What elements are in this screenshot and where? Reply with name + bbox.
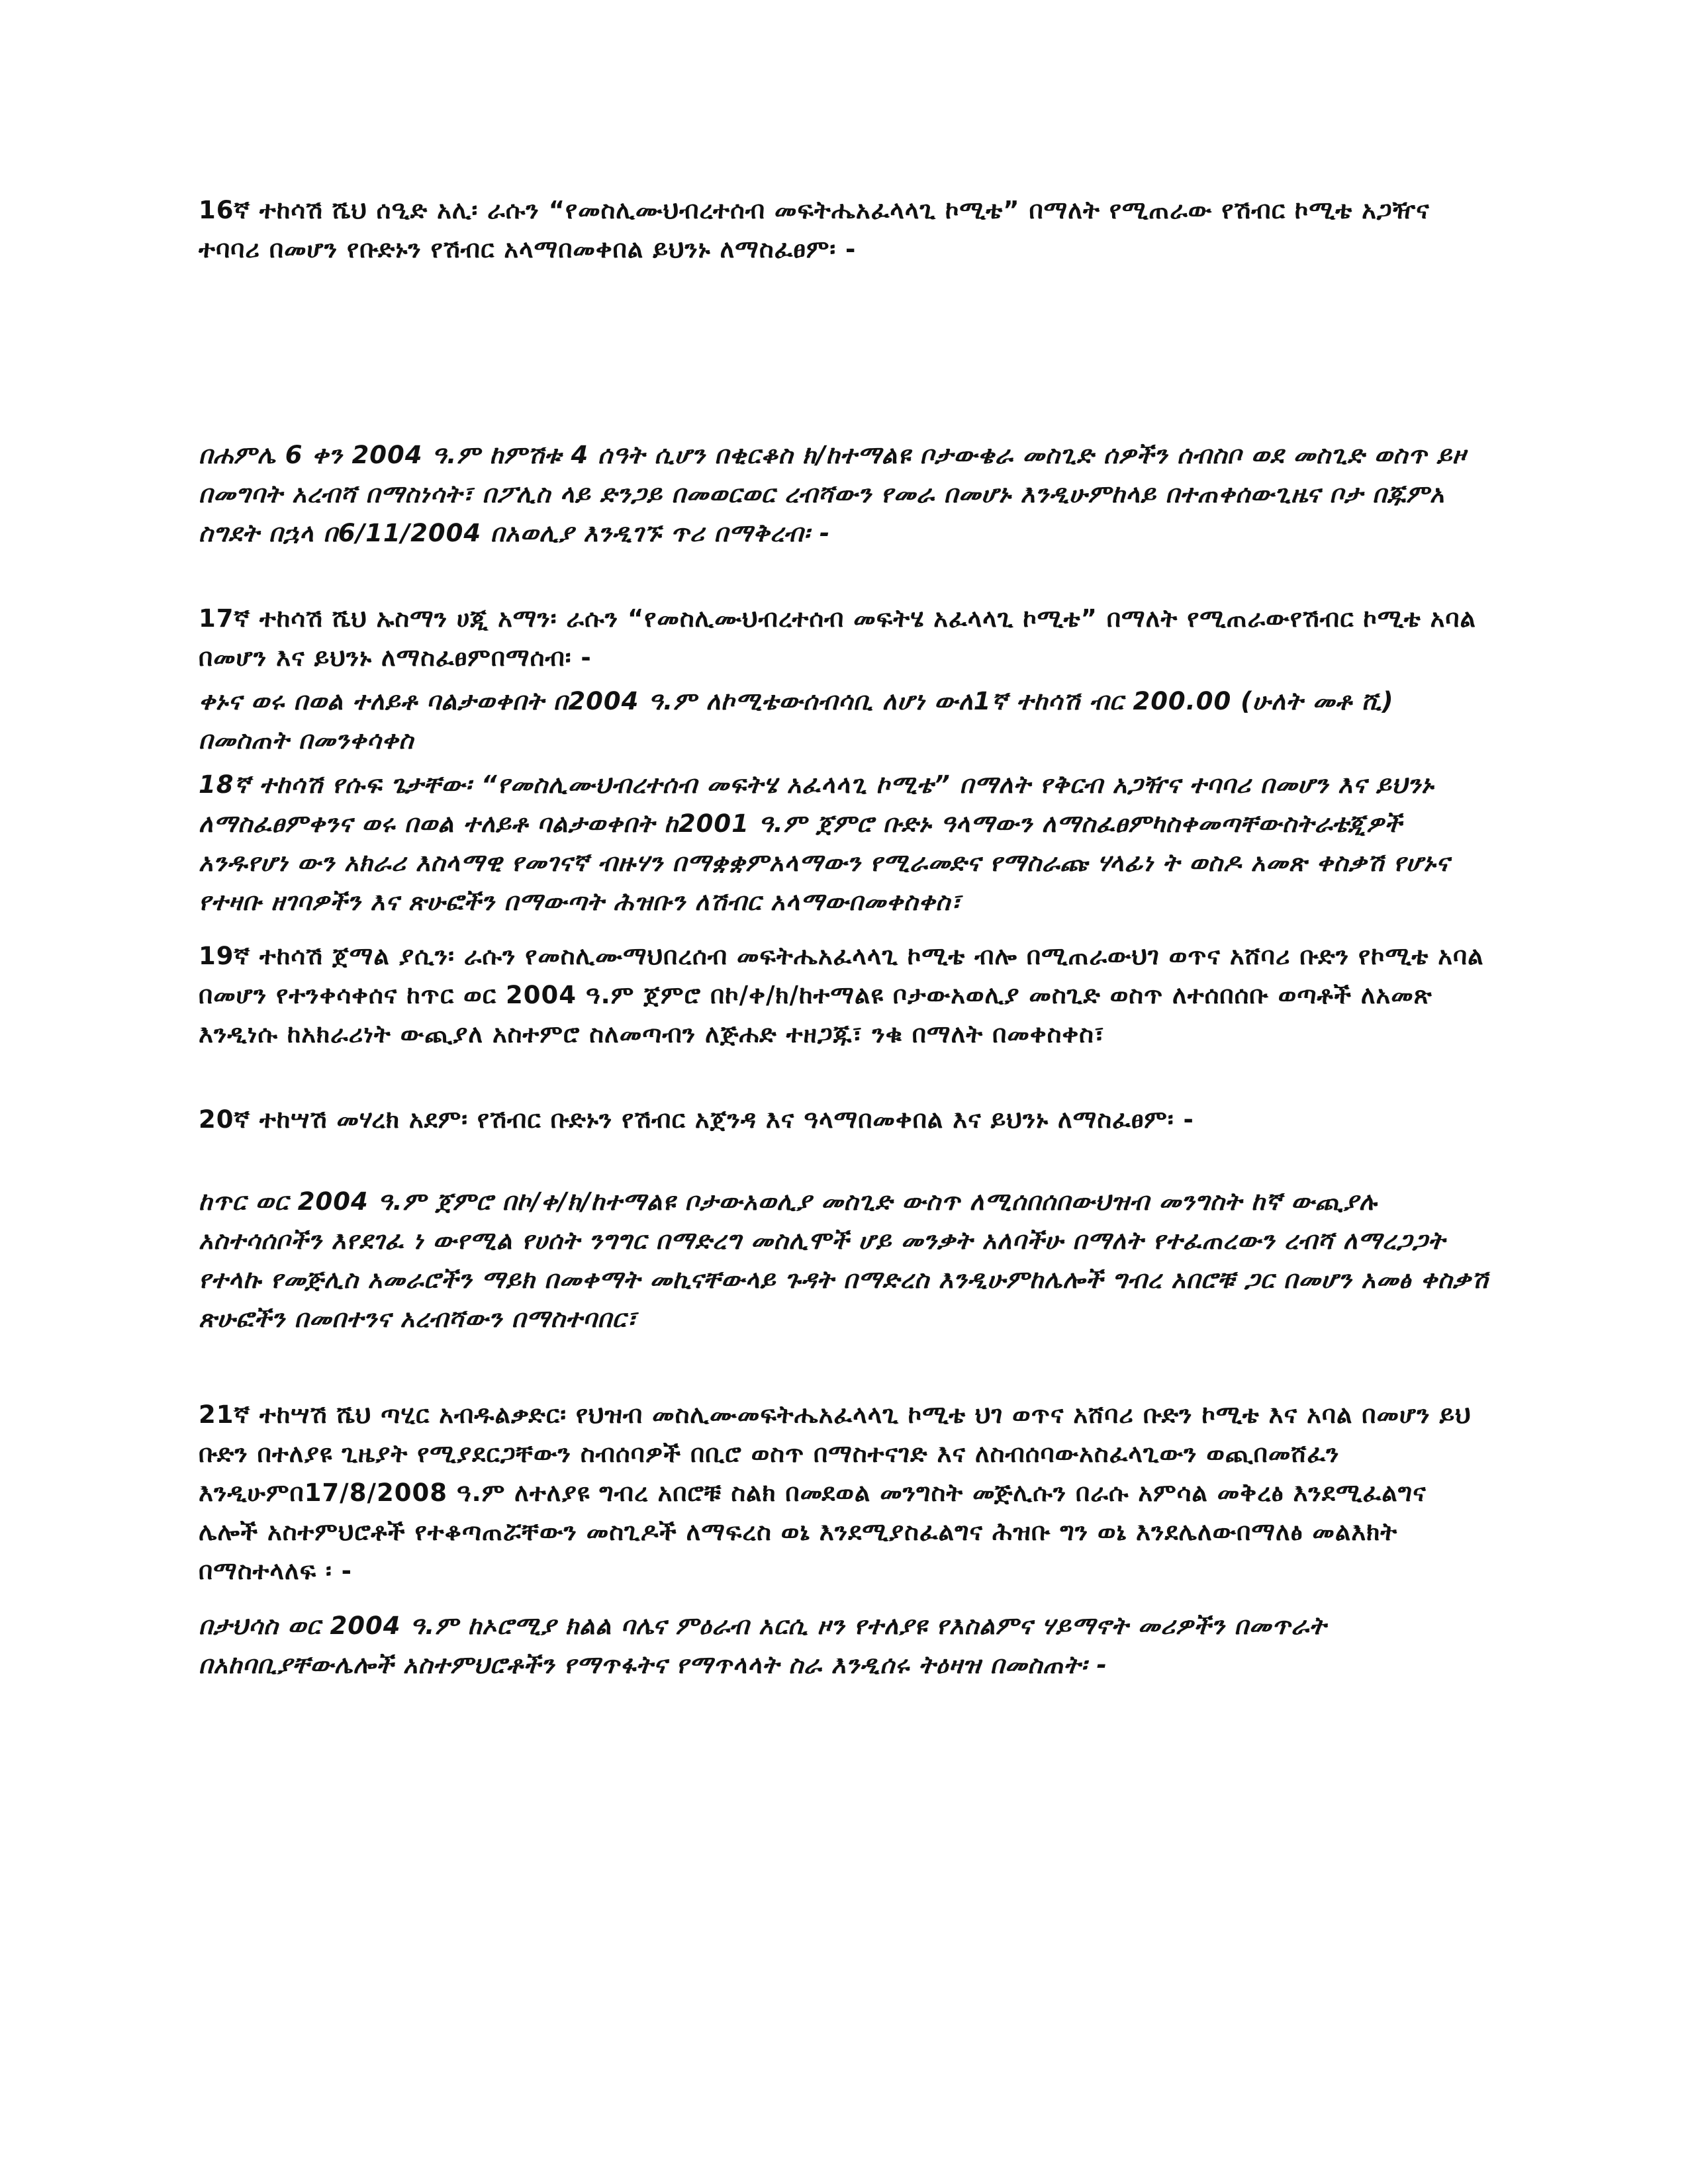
paragraph-defendant-21-charge: 21ኛ ተከሣሽ ሼህ ጣሂር አብዱልቃድር፡ የህዝብ መስሊሙመፍትሔአፈላላጊ ኮሚቴ ህገ ወጥና አሸባሪ ቡድን ኮሚቴ እና አባል በመሆን ይህ ቡድን በተለያዩ ጊዜያት የሚያደርጋቸውን ስብሰባዎች በቢሮ ወስጥ በማስተናገድ እና ለስብሰባውአስፈላጊውን ወጪበመሸፈን እንዲሁምበ17/8/2008 ዓ.ም ለተለያዩ ግብረ አበሮቹ ስልክ በመደወል መንግስት መጅሊሱን በራሱ አምሳል መቅረፅ እንደሚፈልግና ሌሎች አስተምህሮቶች የተቆጣጠሯቸውን መስጊዶች ለማፍረስ ወኔ እንደሚያስፈልግና ሕዝቡ ግን ወኔ እንደሌለውበማለፅ መልእክት በማስተላለፍ ፡ - <box>199 1400 1472 1585</box>
paragraph-defendant-17-charge: 17ኛ ተከሳሽ ሼህ ኡስማን ሀጂ አማን፡ ራሱን “የመስሊሙህብረተሰብ መፍትሄ አፈላላጊ ኮሚቴ” በማለት የሚጠራውየሽብር ኮሚቴ አባል በመሆን እና ይህንኑ ለማስፈፀምበማሰብ፡ - <box>199 604 1476 672</box>
paragraph-defendant-20-charge: 20ኛ ተከሣሽ መሃረክ አደም፡ የሽብር ቡድኑን የሽብር አጀንዳ እና ዓላማበመቀበል እና ይህንኑ ለማስፈፀም፡ - <box>199 1105 1194 1134</box>
paragraph-defendant-20-act: ከጥር ወር 2004 ዓ.ም ጀምሮ በኮ/ቀ/ክ/ከተማልዩ ቦታውአወሊያ መስጊድ ውስጥ ለሚሰበሰበውህዝብ መንግስት ከኛ ውጪያሉ አስተሳሰቦችን እየደገፈ ነ ውየሚል የሀሰት ንግግር በማድረግ መስሊሞች ሆይ መንቃት አለባችሁ በማለት የተፈጠረውን ረብሻ ለማረጋጋት የተላኩ የመጅሊስ አመራሮችን ማይክ በመቀማት መኪናቸውላይ ጉዳት በማድረስ እንዲሁምከሌሎች ግብረ አበሮቹ ጋር በመሆን አመፅ ቀስቃሽ ጽሁፎችን በመበተንና አረብሻውን በማስተባበር፣ <box>199 1187 1489 1333</box>
paragraph-defendant-21-act: በታህሳስ ወር 2004 ዓ.ም ከኦሮሚያ ክልል ባሌና ምዕራብ አርሲ ዞን የተለያዩ የእስልምና ሃይማኖት መሪዎችን በመጥራት በአከባቢያቸውሌሎች አስተምህሮቶችን የማጥፋትና የማጥላላት ስራ እንዲሰሩ ትዕዛዝ በመስጠት፡ - <box>199 1612 1327 1679</box>
paragraph-defendant-19-charge: 19ኛ ተከሳሽ ጀማል ያሲን፡ ራሱን የመስሊሙማህበረሰብ መፍትሔአፈላላጊ ኮሚቴ ብሎ በሚጠራውህገ ወጥና አሸባሪ ቡድን የኮሚቴ አባል በመሆን የተንቀሳቀሰና ከጥር ወር 2004 ዓ.ም ጀምሮ በኮ/ቀ/ክ/ከተማልዩ ቦታውአወሊያ መስጊድ ወስጥ ለተሰበሰቡ ወጣቶች ለአመጽ እንዲነሱ ከአክራሪነት ውጪያለ አስተምሮ ስለመጣብን ለጅሐድ ተዘጋጁ፣ ንቁ በማለት በመቀስቀስ፣ <box>199 942 1484 1048</box>
paragraph-defendant-17-act: ቀኑና ወሩ በወል ተለይቶ ባልታወቀበት በ2004 ዓ.ም ለኮሚቴውሰብሳቢ ለሆነ ውለ1ኛ ተከሳሽ ብር 200.00 (ሁለት መቶ ሺ) በመስጠት በመንቀሳቀስ <box>199 687 1394 754</box>
paragraph-defendant-16-act: በሐምሌ 6 ቀን 2004 ዓ.ም ከምሽቱ 4 ሰዓት ሲሆን በቂርቆስ ክ/ከተማልዩ ቦታውቄራ መስጊድ ሰዎችን ሰብስቦ ወደ መስጊድ ወስጥ ይዞ በመግባት አረብሻ በማስነሳት፣ በፖሊስ ላይ ድንጋይ በመወርወር ረብሻውን የመራ በመሆኑ እንዲሁምከላይ በተጠቀሰውጊዜና ቦታ በጁምአ ስግደት በኋላ በ6/11/2004 በአወሊያ እንዲገኙ ጥሪ በማቅረብ፡ - <box>199 441 1467 547</box>
paragraph-defendant-16-charge: 16ኛ ተከሳሽ ሼህ ሰዒድ አሊ፡ ራሱን “የመስሊሙህብረተሰብ መፍትሔአፈላላጊ ኮሚቴ” በማለት የሚጠራው የሽብር ኮሚቴ አጋዥና ተባባሪ በመሆን የቡድኑን የሽብር አላማበመቀበል ይህንኑ ለማስፈፀም፡ - <box>199 196 1430 263</box>
paragraph-defendant-18-charge: 18ኛ ተከሳሽ የሱፍ ጌታቸው፡ “የመስሊሙህብረተሰብ መፍትሄ አፈላላጊ ኮሚቴ” በማለት የቅርብ አጋዥና ተባባሪ በመሆን እና ይህንኑ ለማስፈፀምቀንና ወሩ በወል ተለይቶ ባልታወቀበት ከ2001 ዓ.ም ጀምሮ ቡድኑ ዓላማውን ለማስፈፀምካስቀመጣቸውስትራቴጂዎች አንዱየሆነ ውን አክራሪ እስላማዊ የመገናኛ ብዙሃን በማቋቋምአላማውን የሚራመድና የማስራጩ ሃላፊነ ት ወስዶ አመጽ ቀስቃሽ የሆኑና የተዛቡ ዘገባዎችን እና ጽሁፎችን በማውጣት ሕዝቡን ለሽብር አላማውበመቀስቀስ፣ <box>199 770 1450 916</box>
